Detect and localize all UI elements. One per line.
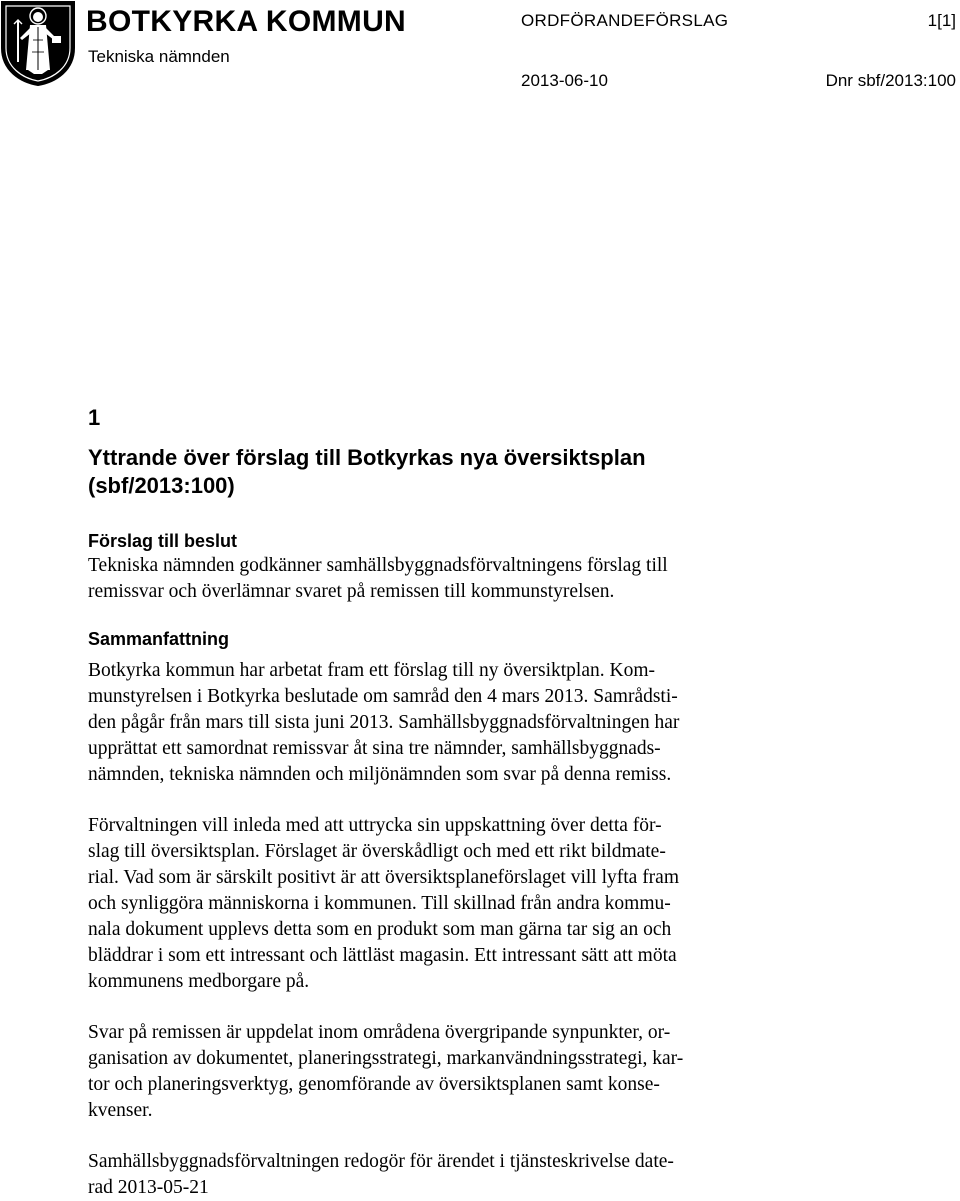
proposal-heading: Förslag till beslut (88, 531, 238, 551)
text-line: ganisation av dokumentet, planeringsstrategi, markanvändningsstrategi, kar- (88, 1048, 684, 1069)
text-line: munstyrelsen i Botkyrka beslutade om samråd den 4 mars 2013. Samrådsti- (88, 686, 678, 707)
text-line: bläddrar i som ett intressant och lättläst magasin. Ett intressant sätt att möta (88, 945, 677, 966)
summary-paragraph (88, 813, 828, 995)
text-line: Svar på remissen är uppdelat inom områdena övergripande synpunkter, or- (88, 1022, 671, 1043)
text-line: och synliggöra människorna i kommunen. Till skillnad från andra kommu- (88, 893, 671, 914)
summary-heading: Sammanfattning (88, 629, 230, 649)
document-body (88, 404, 828, 1201)
item-number: 1 (88, 405, 101, 430)
text-line: tor och planeringsverktyg, genomförande av översiktsplanen samt konse- (88, 1074, 660, 1095)
title-line: Yttrande över förslag till Botkyrkas nya översiktsplan (88, 445, 646, 470)
coat-of-arms-logo (0, 0, 76, 86)
organization-unit: Tekniska nämnden (88, 47, 230, 66)
organization-name: BOTKYRKA KOMMUN (86, 5, 407, 38)
text-line: slag till översiktsplan. Förslaget är överskådligt och med ett rikt bildmate- (88, 841, 666, 862)
text-line: upprättat ett samordnat remissvar åt sina tre nämnder, samhällsbyggnads- (88, 738, 661, 759)
summary-paragraph (88, 1149, 828, 1201)
text-line: remissvar och överlämnar svaret på remissen till kommunstyrelsen. (88, 581, 615, 602)
document-reference: Dnr sbf/2013:100 (825, 71, 956, 90)
text-line: kommunens medborgare på. (88, 971, 310, 992)
document-date: 2013-06-10 (521, 71, 608, 90)
page-number: 1[1] (927, 11, 956, 30)
document-type: ORDFÖRANDEFÖRSLAG (521, 11, 729, 30)
text-line: Tekniska nämnden godkänner samhällsbyggnadsförvaltningens förslag till (88, 555, 668, 576)
text-line: Förvaltningen vill inleda med att uttrycka sin uppskattning över detta för- (88, 815, 662, 836)
summary-paragraph (88, 1020, 828, 1124)
coat-of-arms-shield-icon (0, 0, 76, 86)
text-line: rad 2013-05-21 (88, 1177, 209, 1198)
text-line: den pågår från mars till sista juni 2013. Samhällsbyggnadsförvaltningen har (88, 712, 680, 733)
title-line: (sbf/2013:100) (88, 473, 235, 498)
summary-paragraph (88, 658, 828, 788)
text-line: nämnden, tekniska nämnden och miljönämnden som svar på denna remiss. (88, 764, 672, 785)
text-line: Samhällsbyggnadsförvaltningen redogör för ärendet i tjänsteskrivelse date- (88, 1151, 674, 1172)
document-title (88, 444, 828, 500)
text-line: nala dokument upplevs detta som en produkt som man gärna tar sig an och (88, 919, 672, 940)
text-line: kvenser. (88, 1100, 153, 1121)
text-line: Botkyrka kommun har arbetat fram ett förslag till ny översiktplan. Kom- (88, 660, 655, 681)
text-line: rial. Vad som är särskilt positivt är att översiktsplaneförslaget vill lyfta fram (88, 867, 679, 888)
proposal-paragraph (88, 553, 828, 605)
